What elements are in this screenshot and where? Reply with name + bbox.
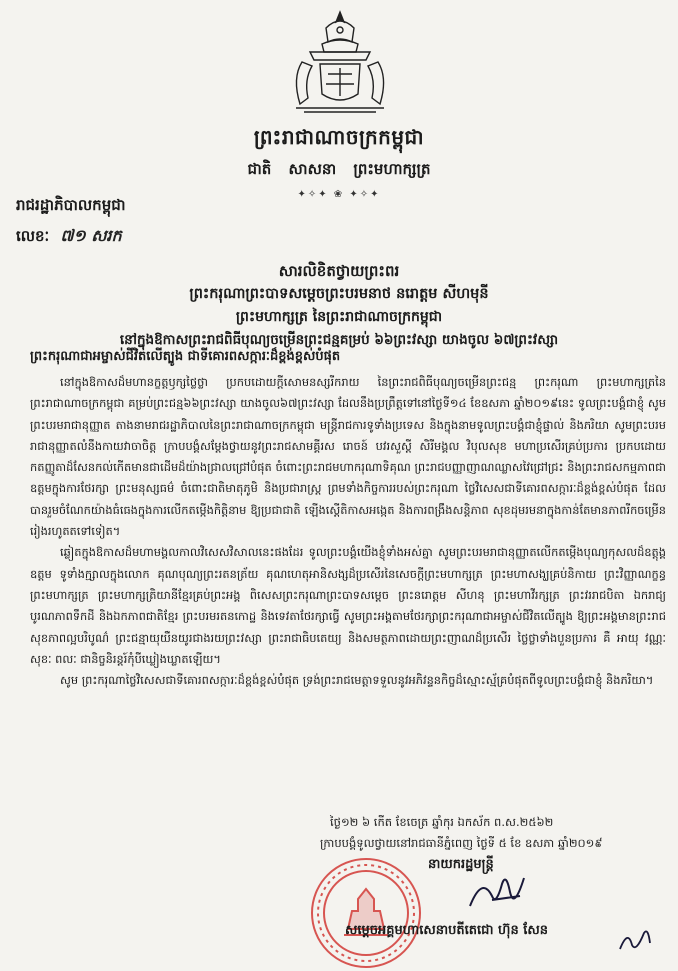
body-paragraph: នៅក្នុងឱកាសដ៏មហានក្ខត្តឫក្សថ្លៃថ្លា ប្រកបដោយក្តីសោមនស្សរីករាយ នៃព្រះរាជពិធីបុណ្យចម្រើនព្រះជន្ម ព្រះករុណា ព្រះមហាក្សត្រនៃព្រះរាជាណាចក្រកម្ពុជា គម្រប់ព្រះជន្ម៦៦ព្រះវស្សា យាងចូល៦៧ព្រះវស្សា ដែលនឹងប្រព្រឹត្តទៅនៅថ្ងៃទី១៤ ខែឧសភា ឆ្នាំ២០១៩នេះ ទូលព្រះបង្គំជាខ្ញុំ សូមព្រះបរមរាជានុញ្ញាត តាងនាមរាជរដ្ឋាភិបាលនៃព្រះរាជាណាចក្រកម្ពុជា មន្ត្រីរាជការទូទាំងប្រទេស និងក្នុងនាមទូលព្រះបង្គំជាខ្ញុំផ្ទាល់ និងភរិយា សូមព្រះបរមរាជានុញ្ញាតលំនឹងកាយវាចាចិត្ត ក្រាបបង្គំសម្តែងថ្វាយនូវព្រះរាជសាមគ្គីរស រោចន៍ បវរសួស្តី សិរីមង្គល វិបុលសុខ មហាប្រសើរគ្រប់ប្រការ ប្រកបដោយកតញ្ញូតាដ៏សែនកល់កើតមានជាដើមដ៏យ៉ាងជ្រាលជ្រៅបំផុត ចំពោះព្រះរាជមហាករុណាទិគុណ ព្រះរាជបញ្ញាញាណឈ្លាសវៃជ្រៅជ្រះ និងព្រះរាជសកម្មភាពជាឧត្តមក្នុងការថែរក្សា ព្រះមនុស្សធម៌ ចំពោះជាតិមាតុភូមិ និងប្រជារាស្ត្រ ព្រមទាំងកិច្ចការរបស់ព្រះករុណា ថ្លៃវិសេសជាទីគោរពសក្ការៈដ៏ខ្ពង់ខ្ពស់បំផុត ដែលបានរួមចំណែកយ៉ាងធំធេងក្នុងការលើកតម្កើងកិត្តិនាម ឱ្យប្រជាជាតិ ឡើងស្តើតិកាសអង្កេត និងការពង្រឹងសន្តិភាព សុខដុមរមនាក្នុងកាន់តែមានភាពរីកចម្រើនរៀងរហូតតទៅទៀត។ bbox=[30, 375, 666, 539]
initial-mark-icon bbox=[614, 925, 654, 955]
occasion-line: នៅក្នុងឱកាសព្រះរាជពិធីបុណ្យចម្រើនព្រះជន្មគម្រប់ ៦៦ព្រះវស្សា យាងចូល ៦៧ព្រះវស្សា bbox=[119, 332, 559, 348]
government-seal-icon bbox=[308, 855, 424, 971]
sender-government: រាជរដ្ឋាភិបាលកម្ពុជា bbox=[16, 196, 126, 214]
recipient-title: ព្រះមហាក្សត្រ នៃព្រះរាជាណាចក្រកម្ពុជា bbox=[235, 309, 443, 325]
signatory-position: នាយករដ្ឋមន្ត្រី bbox=[428, 857, 494, 872]
letter-title: សារលិខិតថ្វាយព្រះពរ bbox=[278, 262, 400, 280]
ornament-divider: ✦✧✦ ❀ ✦✧✦ bbox=[297, 189, 381, 200]
signature-icon bbox=[462, 866, 532, 916]
reference-value: ៧១ សរក bbox=[60, 226, 122, 245]
national-motto: ជាតិ សាសនា ព្រះមហាក្សត្រ bbox=[247, 160, 431, 178]
recipient-name: ព្រះករុណាព្រះបាទសម្តេចព្រះបរមនាថ នរោត្តម សីហមុនី bbox=[189, 286, 489, 302]
salutation: ព្រះករុណាជាអម្ចាស់ជីវិតលើត្បូង ជាទីគោរពសក្ការៈដ៏ខ្ពង់ខ្ពស់បំផុត bbox=[30, 349, 341, 364]
body-paragraph: សូម ព្រះករុណាថ្លៃវិសេសជាទីគោរពសក្ការៈដ៏ខ្ពង់ខ្ពស់បំផុត ទ្រង់ព្រះរាជមេត្តាទទួលនូវអភិវន្ទនកិច្ចដ៏ស្មោះស្ម័គ្របំផុតពីទូលព្រះបង្គំជាខ្ញុំ និងភរិយា។ bbox=[60, 673, 654, 688]
kingdom-heading: ព្រះរាជាណាចក្រកម្ពុជា bbox=[253, 125, 425, 149]
letter-body bbox=[30, 372, 666, 691]
reference-number bbox=[16, 225, 122, 249]
royal-coat-of-arms-icon bbox=[286, 8, 394, 118]
lunar-date: ថ្ងៃ១២ ៦ កើត ខែចេត្រ ឆ្នាំកុរ ឯកស័ក ព.ស.២៥៦២ bbox=[330, 815, 554, 829]
reference-label: លេខៈ bbox=[16, 227, 50, 245]
body-paragraph: ឆ្លៀតក្នុងឱកាសដ៏មហាមង្គលកាលវិសេសវិសាលនេះផងដែរ ទូលព្រះបង្គំយើងខ្ញុំទាំងអស់គ្នា សូមព្រះបរមរាជានុញ្ញាតលើកតម្កើងបុណ្យកុសលដ៏ឧត្តុង្គឧត្តម ទូទាំងក្ម្សាលក្នុងលោក គុណបុណ្យព្រះរតនត្រ័យ គុណហេតុអានិសង្សដ៏ប្រសើរនៃសេចក្តីព្រះមហាក្សត្រ ព្រះមហាសង្ឃគ្រប់និកាយ ព្រះវិញ្ញាណក្ខន្ធព្រះមហាក្សត្រ ព្រះមហាក្សត្រិយានីខ្មែរគ្រប់ព្រះអង្គ ពិសេសព្រះករុណាព្រះបាទសម្តេច ព្រះនរោត្តម សីហនុ ព្រះមហាវីរក្សត្រ ព្រះវររាជបិតា ឯករាជ្យ បូរណភាពទឹកដី និងឯកភាពជាតិខ្មែរ ព្រះបរមរតនកោដ្ឋ និងទេវតាថែរក្សាធ្វើ សូមព្រះអង្គតាមថែរក្សាព្រះករុណាជាអម្ចាស់ជីវិតលើត្បូង ឱ្យព្រះអង្គមានព្រះរាជសុខភាពល្អបរិបូណ៌ ព្រះជន្មាយុយឺនយូរជាងរយព្រះវស្សា ព្រះរាជាធិបតេយ្យ និងសមត្ថភាពដោយព្រះញាណដ៏ប្រសើរ ថ្លៃថ្លាទាំងបួនប្រការ គឺ អាយុ វណ្ណៈ សុខៈ ពលៈ ជានិច្ចនិរន្តរ៍កុំបីឃ្លៀងឃ្លាតឡើយ។ bbox=[30, 545, 666, 666]
letter-title-block bbox=[0, 260, 678, 352]
signatory-name: សម្តេចអគ្គមហាសេនាបតីតេជោ ហ៊ុន សែន bbox=[345, 923, 548, 938]
solar-date: ក្រាបបង្គំទូលថ្វាយនៅរាជធានីភ្នំពេញ ថ្ងៃទី ៥ ខែ ឧសភា ឆ្នាំ២០១៩ bbox=[320, 836, 603, 850]
